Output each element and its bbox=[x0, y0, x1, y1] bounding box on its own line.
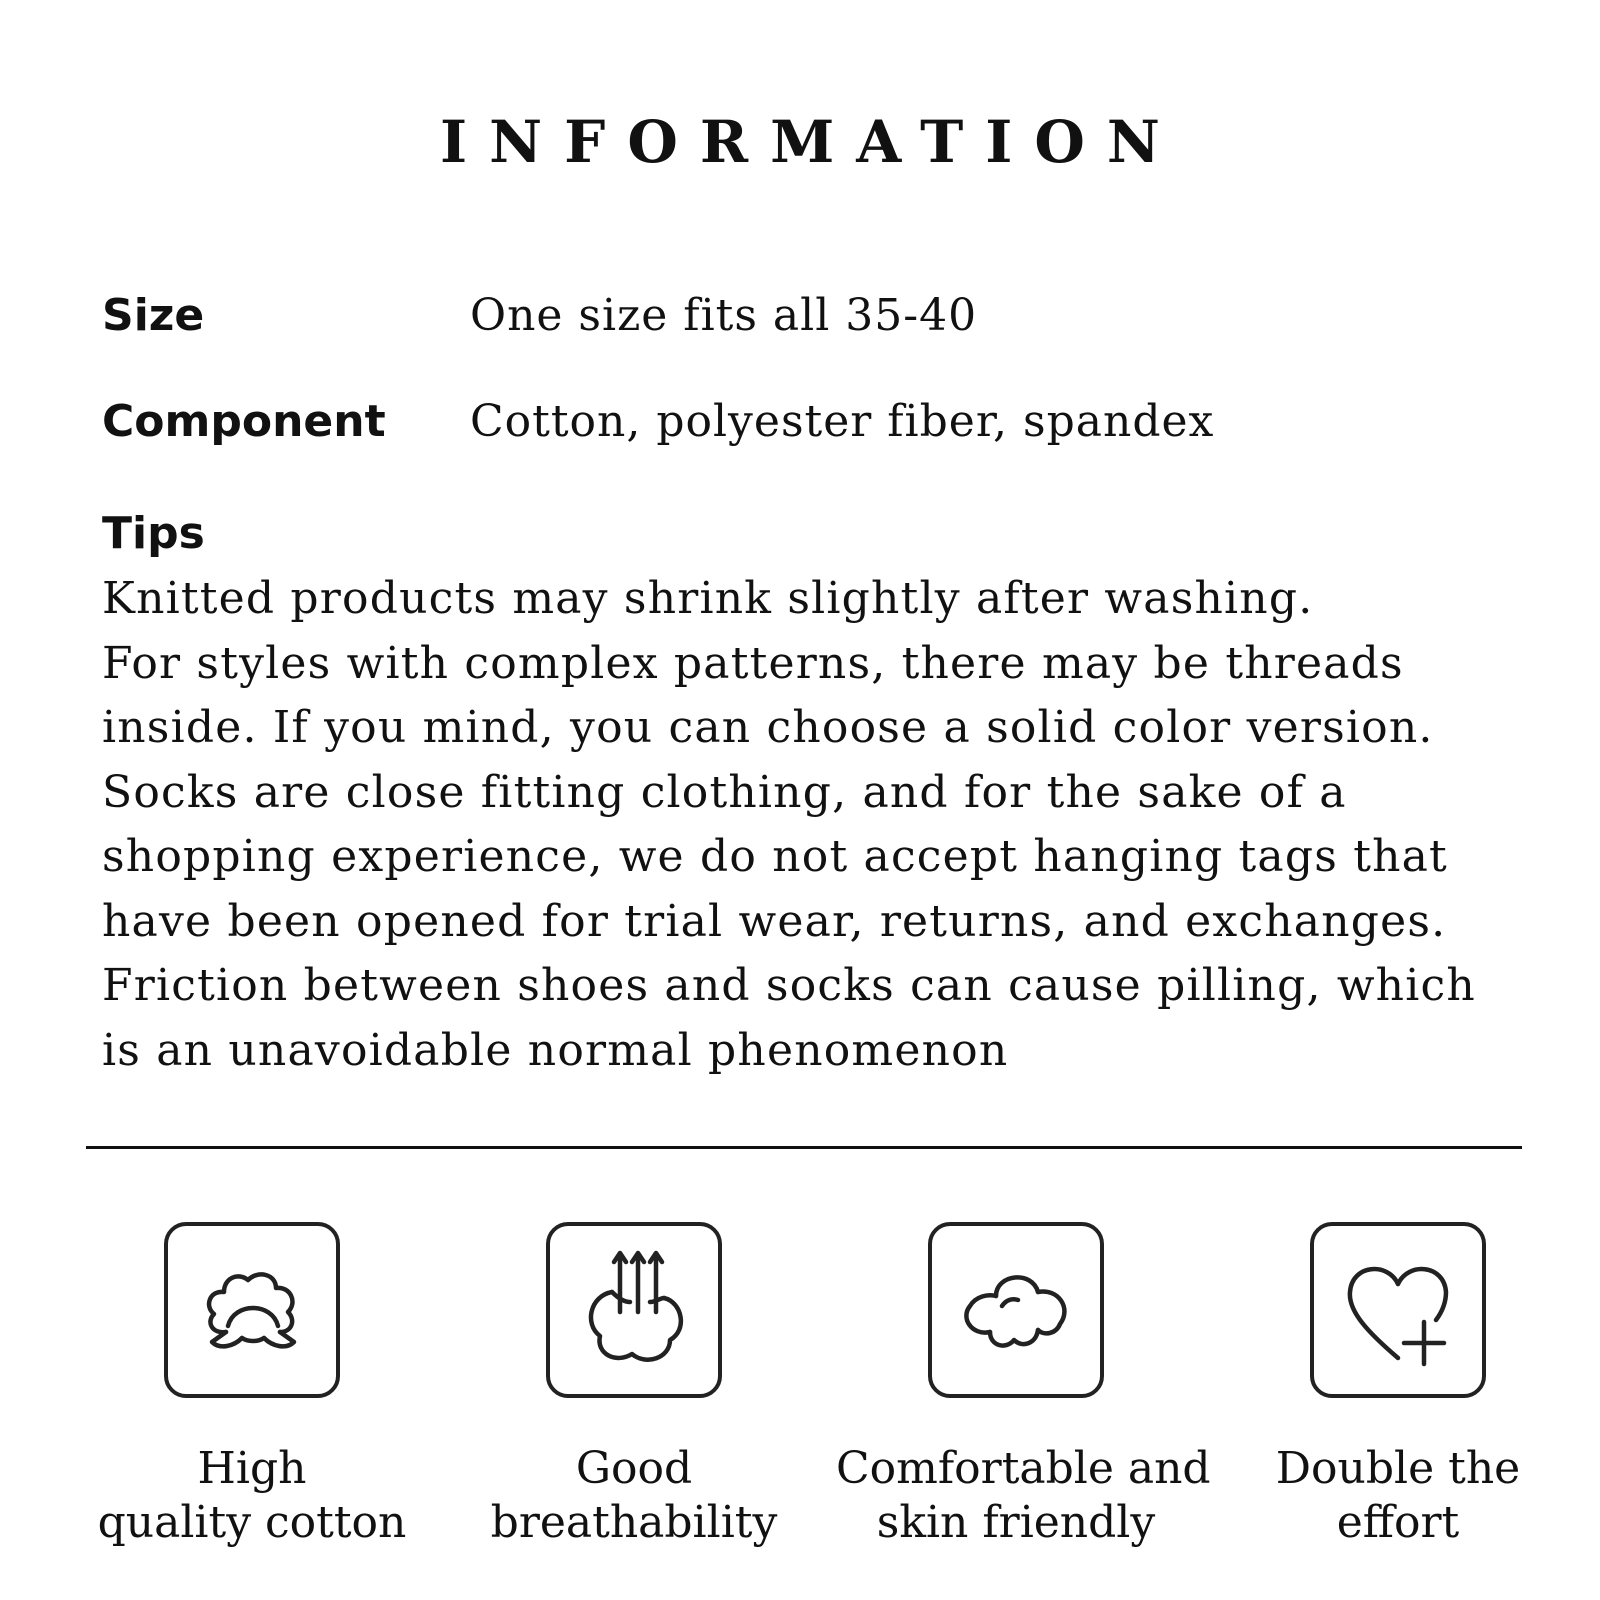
tip-line: inside. If you mind, you can choose a solid color version. bbox=[102, 702, 1434, 753]
tips-label: Tips bbox=[102, 508, 205, 559]
breathable-arrows-icon bbox=[546, 1222, 722, 1398]
tip-line: have been opened for trial wear, returns, and exchanges. bbox=[102, 895, 1447, 947]
feature-good-breathability bbox=[454, 1222, 814, 1582]
size-label: Size bbox=[102, 290, 205, 341]
soft-cloud-icon bbox=[928, 1222, 1104, 1398]
component-label: Component bbox=[102, 396, 386, 447]
tip-line: For styles with complex patterns, there may be threads bbox=[102, 637, 1404, 689]
heart-plus-icon bbox=[1310, 1222, 1486, 1398]
size-value: One size fits all 35-40 bbox=[470, 290, 978, 341]
tip-line: Socks are close fitting clothing, and for the sake of a bbox=[102, 766, 1347, 818]
cotton-flower-icon bbox=[164, 1222, 340, 1398]
tip-line: is an unavoidable normal phenomenon bbox=[102, 1024, 1009, 1076]
feature-high-quality-cotton bbox=[72, 1222, 432, 1582]
feature-label: Double the effort bbox=[1275, 1443, 1521, 1548]
tip-line: Friction between shoes and socks can cause pilling, which bbox=[102, 960, 1476, 1011]
feature-comfortable-skin-friendly bbox=[836, 1222, 1211, 1582]
page-title: INFORMATION bbox=[440, 108, 1182, 176]
feature-double-the-effort bbox=[1218, 1222, 1578, 1582]
tip-line: Knitted products may shrink slightly after washing. bbox=[102, 573, 1314, 624]
section-divider bbox=[86, 1146, 1522, 1149]
feature-label: Comfortable and skin friendly bbox=[836, 1443, 1211, 1548]
feature-label: Good breathability bbox=[490, 1443, 778, 1548]
tips-body bbox=[102, 567, 1542, 1083]
feature-label: High quality cotton bbox=[97, 1443, 407, 1548]
component-value: Cotton, polyester fiber, spandex bbox=[470, 396, 1215, 447]
tip-line: shopping experience, we do not accept hanging tags that bbox=[102, 831, 1448, 882]
